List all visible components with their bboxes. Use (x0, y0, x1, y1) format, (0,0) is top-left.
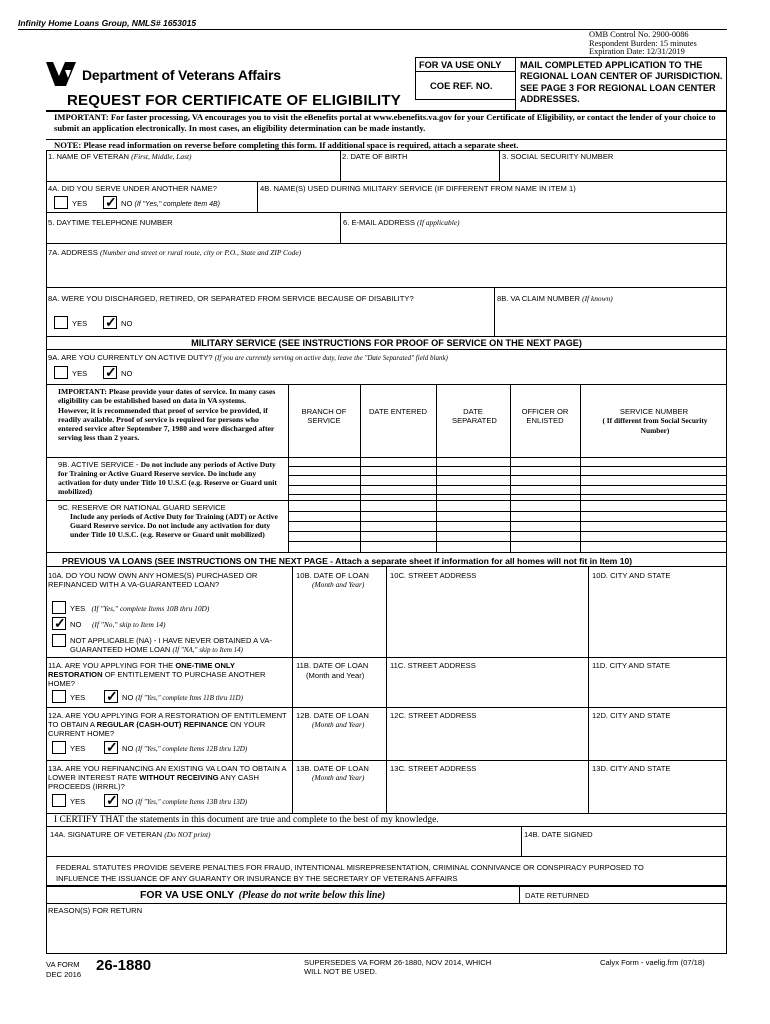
date-returned-label: DATE RETURNED (525, 891, 589, 900)
names-used-label: 4B. NAME(S) USED DURING MILITARY SERVICE (IF DIFFERENT FROM NAME IN ITEM 1) (260, 184, 576, 193)
f12c-input[interactable] (387, 722, 587, 759)
col-service-number-sub: ( If different from Social Security Number) (602, 416, 708, 435)
f9c-label: 9C. RESERVE OR NATIONAL GUARD SERVICE (58, 503, 226, 512)
mail-box-left (515, 57, 516, 111)
f9a-no-label: NO (121, 369, 133, 378)
check-mark-icon: ✓ (106, 792, 118, 808)
f8a-no-checkbox[interactable] (103, 316, 117, 329)
f10b-sub: (Month and Year) (312, 580, 365, 589)
ssn-input[interactable] (500, 162, 726, 180)
irrrl-label (48, 764, 293, 791)
date-signed-input[interactable] (522, 840, 726, 854)
signature-input[interactable] (47, 840, 519, 854)
phone-label: 5. DAYTIME TELEPHONE NUMBER (48, 218, 173, 227)
f11d-label: 11D. CITY AND STATE (592, 661, 670, 670)
f10d-input[interactable] (589, 590, 726, 656)
f4a-yes-checkbox[interactable] (54, 196, 68, 209)
omb-control: OMB Control No. 2900-0086 (589, 30, 689, 39)
f11c-label: 11C. STREET ADDRESS (390, 661, 476, 670)
mail-instructions: MAIL COMPLETED APPLICATION TO THE REGIONAL LOAN CENTER OF JURISDICTION. SEE PAGE 3 FOR REGIONAL LOAN CENTER ADDRESSES. (520, 60, 723, 104)
f6-hint: (If applicable) (417, 218, 460, 227)
respondent-burden: Respondent Burden: 15 minutes (589, 38, 697, 48)
f10b-label: 10B. DATE OF LOAN (296, 571, 369, 580)
f11-top (46, 657, 727, 658)
va-use-subtitle: (Please do not write below this line) (238, 890, 386, 901)
f6-text: 6. E-MAIL ADDRESS (343, 218, 415, 227)
f12a-no-label (122, 744, 247, 754)
penalties-notice: FEDERAL STATUTES PROVIDE SEVERE PENALTIES FOR FRAUD, INTENTIONAL MISREPRESENTATION, CRIMINAL CONNIVANCE OR CONSPIRACY PURPOSED TO INFLUENCE THE ISSUANCE OF ANY GUARANTY OR INSURANCE BY THE SECRETARY OF VETERANS AFFAIRS (56, 863, 644, 883)
date-of-birth-input[interactable] (341, 162, 497, 180)
f10a-no-text: NO (70, 620, 82, 629)
f11a-yes-checkbox[interactable] (52, 690, 66, 703)
f10a-na-label (70, 636, 292, 655)
certify-statement: I CERTIFY THAT the statements in this document are true and complete to the best of my knowledge. (54, 815, 439, 825)
f10a-no-label (70, 620, 165, 629)
f13a-yes-checkbox[interactable] (52, 794, 66, 807)
f13a-no-checkbox[interactable] (104, 794, 118, 807)
penalties-top (46, 856, 727, 857)
names-used-input[interactable] (258, 194, 726, 211)
f10c-label: 10C. STREET ADDRESS (390, 571, 477, 580)
f11a-yes-label: YES (70, 693, 86, 702)
col-service-number: SERVICE NUMBER (619, 407, 689, 416)
active-duty-label (48, 353, 448, 363)
frame-left (46, 150, 47, 953)
f12a-no-text: NO (122, 744, 134, 753)
f7a-text: 7A. ADDRESS (48, 248, 98, 257)
coe-divider (415, 71, 515, 72)
check-mark-icon: ✓ (54, 615, 66, 631)
f12d-label: 12D. CITY AND STATE (592, 711, 671, 720)
omb-block (589, 31, 697, 57)
f11a-no-text: NO (122, 693, 134, 702)
f10a-na-text: NOT APPLICABLE (NA) - I HAVE NEVER OBTAINED A VA-GUARANTEED HOME LOAN (70, 636, 272, 654)
disability-label: 8A. WERE YOU DISCHARGED, RETIRED, OR SEPARATED FROM SERVICE BECAUSE OF DISABILITY? (48, 294, 414, 303)
f11a-pre: 11A. ARE YOU APPLYING FOR THE (48, 661, 176, 670)
f13a-no-label (122, 797, 247, 807)
agency-name: Department of Veterans Affairs (82, 67, 281, 83)
lender-line: Infinity Home Loans Group, NMLS# 1653015 (18, 18, 197, 28)
f10a-no-hint: (If "No," skip to Item 14) (91, 620, 166, 629)
f4a-no-checkbox[interactable] (103, 196, 117, 209)
f4a-no-label (121, 199, 220, 209)
f12c-label: 12C. STREET ADDRESS (390, 711, 477, 720)
loans-top (46, 552, 727, 553)
check-mark-icon: ✓ (105, 194, 117, 210)
check-mark-icon: ✓ (105, 314, 117, 330)
f11a-bold: ONE-TIME ONLY RESTORATION (48, 661, 235, 679)
f9a-yes-label: YES (72, 369, 88, 378)
va-use-heading (140, 889, 385, 901)
row1-top (46, 150, 727, 151)
f12a-post: ON YOUR CURRENT HOME? (48, 720, 266, 738)
coe-ref-label: COE REF. NO. (430, 80, 493, 91)
note: NOTE: Please read information on reverse before completing this form. If additional space is required, attach a separate sheet. (54, 140, 519, 150)
form-title: REQUEST FOR CERTIFICATE OF ELIGIBILITY (67, 92, 401, 109)
f9a-hint: (If you are currently serving on active duty, leave the "Date Separated" field blank) (214, 354, 448, 362)
sig-top (46, 826, 727, 827)
f10a-na-hint: (If "NA," skip to Item 14) (172, 646, 243, 654)
service-important: IMPORTANT: Please provide your dates of service. In many cases eligibility can be established based on data in VA systems. However, it is recommended that proof of service be provided, if readily available. Proof of service is required for persons who entered service after September 7, 1980 and were discharged after serving less than 2 years. (58, 387, 276, 443)
f13b-sub: (Month and Year) (312, 773, 365, 782)
va-claim-label (497, 294, 613, 303)
row5-top (46, 287, 727, 288)
own-homes-label: 10A. DO YOU NOW OWN ANY HOMES(S) PURCHASED OR REFINANCED WITH A VA-GUARANTEED LOAN? (48, 571, 258, 589)
f12a-yes-checkbox[interactable] (52, 741, 66, 754)
f11b-sub: (Month and Year) (306, 671, 365, 680)
f11b-label: 11B. DATE OF LOAN (296, 661, 369, 670)
va-div (519, 886, 520, 903)
name-of-veteran-label (48, 152, 192, 161)
email-label (343, 218, 460, 227)
military-heading: MILITARY SERVICE (SEE INSTRUCTIONS FOR PROOF OF SERVICE ON THE NEXT PAGE) (191, 338, 582, 348)
active-service-label (58, 460, 284, 496)
ssn-label: 3. SOCIAL SECURITY NUMBER (502, 152, 614, 161)
f13-top (46, 760, 727, 761)
f9a-yes-checkbox[interactable] (54, 366, 68, 379)
f10a-yes-checkbox[interactable] (52, 601, 66, 614)
col-officer-enlisted: OFFICER OR ENLISTED (521, 407, 569, 425)
check-mark-icon: ✓ (105, 364, 117, 380)
f10a-no-checkbox[interactable] (52, 617, 66, 630)
f12a-pre: 12A. ARE YOU APPLYING FOR A RESTORATION OF ENTITLEMENT TO OBTAIN A (48, 711, 287, 729)
f9b-label: 9B. ACTIVE SERVICE - (58, 460, 141, 469)
va-use-title: FOR VA USE ONLY (140, 889, 235, 901)
address-input[interactable] (47, 258, 726, 286)
f1-hint: (First, Middle, Last) (131, 152, 192, 161)
f12a-bold: REGULAR (CASH-OUT) REFINANCE (96, 720, 228, 729)
f12-top (46, 707, 727, 708)
f11a-post: OF ENTITLEMENT TO PURCHASE ANOTHER HOME? (48, 670, 266, 688)
f8a-no-label: NO (121, 319, 133, 328)
phone-input[interactable] (47, 228, 338, 242)
f14a-hint: (Do NOT print) (164, 830, 211, 839)
f13c-label: 13C. STREET ADDRESS (390, 764, 477, 773)
f10a-na-checkbox[interactable] (52, 634, 66, 647)
col-date-entered: DATE ENTERED (368, 407, 428, 416)
f12d-input[interactable] (589, 722, 726, 759)
f11c-input[interactable] (387, 672, 587, 706)
served-other-name-label: 4A. DID YOU SERVE UNDER ANOTHER NAME? (48, 184, 217, 193)
row2-top (46, 181, 727, 182)
check-mark-icon: ✓ (106, 739, 118, 755)
name-of-veteran-input[interactable] (47, 162, 339, 180)
f10a-yes-text: YES (70, 604, 86, 613)
service-top (46, 384, 727, 385)
f4a-no-text: NO (121, 199, 133, 208)
cash-out-refinance-label (48, 711, 293, 738)
signature-label (50, 830, 211, 839)
va-use-only-label: FOR VA USE ONLY (419, 60, 502, 70)
important-notice: IMPORTANT: For faster processing, VA encourages you to visit the eBenefits portal at www.ebenefits.va.gov for your Certificate of Eligibility, or contact the lender of your choice to submit an application electronically. In most cases, an eligibility determination can be made instantly. (54, 112, 716, 133)
footer-calyx: Calyx Form - vaelig.frm (07/18) (600, 958, 705, 967)
f11a-no-checkbox[interactable] (104, 690, 118, 703)
reasons-label: REASON(S) FOR RETURN (48, 906, 143, 915)
f13a-no-hint: (If "Yes," complete Items 13B thru 13D) (135, 798, 248, 806)
active-service-grid[interactable] (289, 458, 726, 499)
frame-right (726, 57, 727, 953)
military-top (46, 336, 727, 337)
f12b-input[interactable] (293, 731, 385, 759)
footer-supersedes: SUPERSEDES VA FORM 26-1880, NOV 2014, WHICH WILL NOT BE USED. (304, 958, 492, 976)
reserve-service-grid[interactable] (289, 501, 726, 551)
f4a-no-hint: (If "Yes," complete Item 4B) (134, 201, 221, 208)
f13b-input[interactable] (293, 784, 385, 812)
f8a-yes-checkbox[interactable] (54, 316, 68, 329)
va-section-top (46, 885, 727, 887)
f12b-sub: (Month and Year) (312, 720, 365, 729)
f11d-input[interactable] (589, 672, 726, 706)
f13a-post: ANY CASH PROCEEDS (IRRRL)? (48, 773, 259, 791)
f11a-no-hint: (If "Yes," complete Itms 11B thru 11D) (135, 694, 243, 702)
check-mark-icon: ✓ (106, 688, 118, 704)
f8b-text: 8B. VA CLAIM NUMBER (497, 294, 580, 303)
date-signed-label: 14B. DATE SIGNED (524, 830, 593, 839)
footer-top (46, 953, 727, 954)
f8b-hint: (If known) (582, 294, 613, 303)
reasons-top (46, 903, 727, 904)
f12b-label: 12B. DATE OF LOAN (296, 711, 369, 720)
row3-top (46, 212, 727, 213)
f13b-label: 13B. DATE OF LOAN (296, 764, 369, 773)
footer-va-form: VA FORM (46, 960, 80, 969)
f12a-no-checkbox[interactable] (104, 741, 118, 754)
f14a-text: 14A. SIGNATURE OF VETERAN (50, 830, 163, 839)
f10b-input[interactable] (293, 590, 385, 656)
row4-top (46, 243, 727, 244)
f9a-no-checkbox[interactable] (103, 366, 117, 379)
f12a-yes-label: YES (70, 744, 86, 753)
col-date-separated: DATE SEPARATED (452, 407, 497, 425)
footer-date: DEC 2016 (46, 970, 82, 979)
f10c-input[interactable] (387, 590, 587, 656)
reasons-input[interactable] (47, 916, 726, 952)
reserve-service-label (58, 503, 284, 539)
f11a-no-label (122, 693, 243, 703)
f13a-pre: 13A. ARE YOU REFINANCING AN EXISTING VA LOAN TO OBTAIN A LOWER INTEREST RATE (48, 764, 287, 782)
mail-box-top (515, 57, 727, 58)
f13c-input[interactable] (387, 775, 587, 812)
f9a-top (46, 349, 727, 350)
f13a-yes-label: YES (70, 797, 86, 806)
one-time-restoration-label (48, 661, 288, 688)
loans-heading: PREVIOUS VA LOANS (SEE INSTRUCTIONS ON THE NEXT PAGE - Attach a separate sheet if information for all homes will not fit in Item 10) (62, 556, 633, 566)
date-of-birth-label: 2. DATE OF BIRTH (342, 152, 408, 161)
email-input[interactable] (341, 228, 726, 242)
f9c-text: Include any periods of Active Duty for Training (ADT) or Active Guard Reserve service. Do not include any activation for duty under Title 10 U.S.C. (e.g. Reserve or Guard unit mobilized) (70, 512, 278, 539)
f10a-yes-hint: (If "Yes," complete Items 10B thru 10D) (91, 604, 210, 613)
f9a-text: 9A. ARE YOU CURRENTLY ON ACTIVE DUTY? (48, 353, 213, 362)
f8a-yes-label: YES (72, 319, 88, 328)
f12a-no-hint: (If "Yes," complete Items 12B thru 12D) (135, 745, 248, 753)
f4a-yes-label: YES (72, 199, 88, 208)
f11b-input[interactable] (293, 682, 385, 706)
f13d-label: 13D. CITY AND STATE (592, 764, 671, 773)
va-seal-icon (45, 60, 77, 88)
f10d-label: 10D. CITY AND STATE (592, 571, 671, 580)
f10a-yes-label (70, 604, 209, 613)
f13a-bold: WITHOUT RECEIVING (139, 773, 219, 782)
address-label (48, 248, 301, 257)
coe-ref-input[interactable] (416, 92, 514, 100)
f7a-hint: (Number and street or rural route, city or P.O., State and ZIP Code) (99, 248, 302, 257)
f13d-input[interactable] (589, 775, 726, 812)
f9b-text: Do not include any periods of Active Duty for Training or Active Guard Reserve service. Do include any activation for duty under Title 10 U.S.C (e.g. Reserve or Guard unit mobilized) (58, 460, 277, 496)
certify-top (46, 813, 727, 814)
f13a-no-text: NO (122, 797, 134, 806)
expiration-date: Expiration Date: 12/31/2019 (589, 47, 685, 57)
f1-text: 1. NAME OF VETERAN (48, 152, 130, 161)
footer-form-number: 26-1880 (96, 957, 152, 974)
va-claim-input[interactable] (495, 306, 726, 334)
col-branch: BRANCH OF SERVICE (301, 407, 347, 425)
